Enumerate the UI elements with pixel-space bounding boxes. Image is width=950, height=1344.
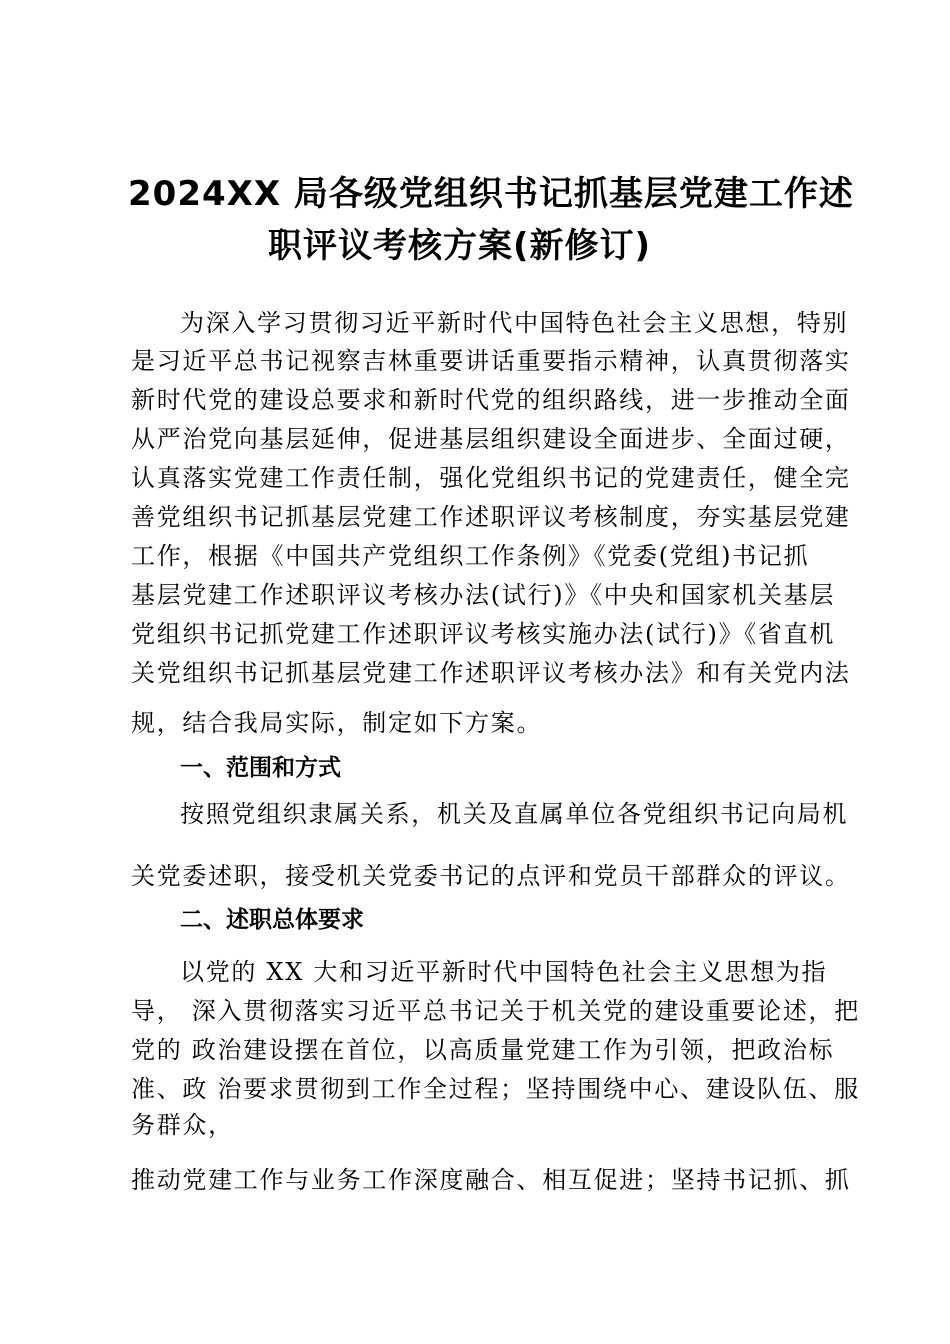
paragraph-line: 以党的 XX 大和习近平新时代中国特色社会主义思想为指 [180,958,828,986]
section-heading-2: 二、述职总体要求 [180,907,364,933]
paragraph-line: 关党组织书记抓基层党建工作述职评议考核办法》和有关党内法 [131,659,851,687]
paragraph-line: 导， 深入贯彻落实习近平总书记关于机关党的建设重要论述，把 [131,997,860,1025]
paragraph-line: 务群众， [131,1111,234,1139]
document-title-line-2: 职评议考核方案(新修订) [268,226,652,266]
paragraph-line: 基层党建工作述职评议考核办法(试行)》《中央和国家机关基层 [131,581,836,609]
section-heading-1: 一、范围和方式 [180,755,341,781]
paragraph-line: 认真落实党建工作责任制，强化党组织书记的党建责任，健全完 [131,464,851,492]
paragraph-line: 关党委述职，接受机关党委书记的点评和党员干部群众的评议。 [131,862,851,890]
paragraph-line: 从严治党向基层延伸，促进基层组织建设全面进步、全面过硬， [131,425,851,453]
paragraph-line: 推动党建工作与业务工作深度融合、相互促进；坚持书记抓、抓 [131,1166,851,1194]
paragraph-line: 规，结合我局实际，制定如下方案。 [131,709,543,737]
paragraph-line: 按照党组织隶属关系，机关及直属单位各党组织书记向局机 [180,800,849,828]
paragraph-line: 为深入学习贯彻习近平新时代中国特色社会主义思想，特别 [180,309,849,337]
paragraph-line: 党组织书记抓党建工作述职评议考核实施办法(试行)》《省直机 [131,620,836,648]
paragraph-line: 善党组织书记抓基层党建工作述职评议考核制度，夯实基层党建 [131,503,851,531]
paragraph-line: 工作，根据《中国共产党组织工作条例》《党委(党组)书记抓 [131,542,810,570]
paragraph-line: 是习近平总书记视察吉林重要讲话重要指示精神，认真贯彻落实 [131,347,851,375]
paragraph-line: 准、政 治要求贯彻到工作全过程；坚持围绕中心、建设队伍、服 [131,1075,860,1103]
document-title-line-1: 2024XX 局各级党组织书记抓基层党建工作述 [128,174,854,214]
paragraph-line: 党的 政治建设摆在首位，以高质量党建工作为引领，把政治标 [131,1036,835,1064]
paragraph-line: 新时代党的建设总要求和新时代党的组织路线，进一步推动全面 [131,386,851,414]
